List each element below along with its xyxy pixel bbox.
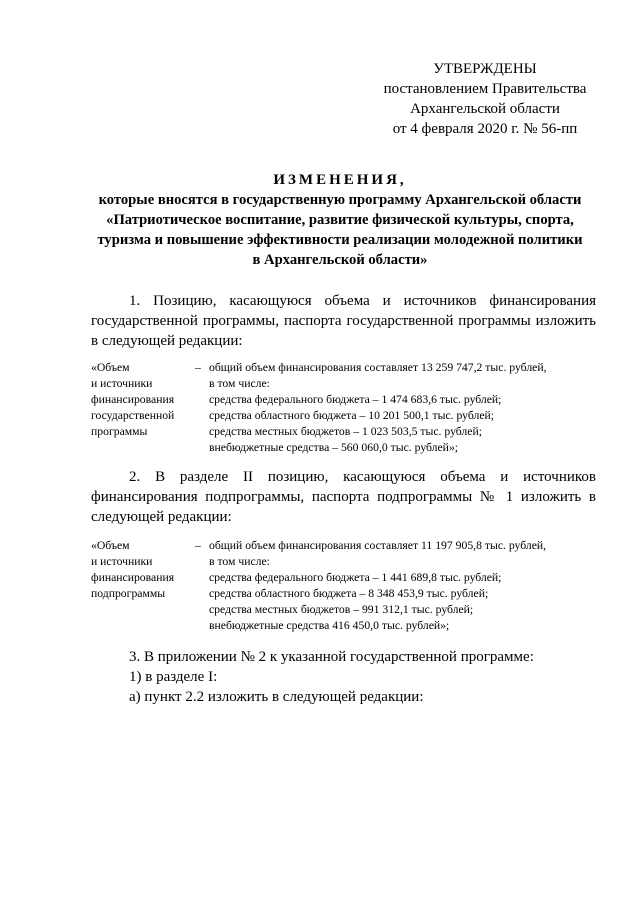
funding-values (209, 360, 609, 456)
value-line: общий объем финансирования составляет 13 259 747,2 тыс. рублей, (209, 361, 547, 374)
document-title (70, 170, 610, 270)
label-line: подпрограммы (91, 587, 166, 600)
paragraph-1-text: 1. Позицию, касающуюся объема и источников финансирования государственной программы, паспорта государственной программы изложить в следующей редакции: (91, 293, 596, 349)
dash: – (195, 539, 201, 552)
approved-date: от 4 февраля 2020 г. № 56-пп (392, 121, 578, 137)
label-line: программы (91, 425, 148, 438)
value-line: средства местных бюджетов – 1 023 503,5 тыс. рублей; (209, 425, 482, 438)
value-line: средства областного бюджета – 8 348 453,9 тыс. рублей; (209, 587, 489, 600)
title-line: которые вносятся в государственную программу Архангельской области (98, 192, 582, 208)
paragraph-3 (91, 647, 596, 707)
title-line: туризма и повышение эффективности реализации молодежной политики (97, 232, 583, 248)
approved-line: постановлением Правительства (383, 81, 587, 97)
approved-line: Архангельской области (410, 101, 560, 117)
value-line: общий объем финансирования составляет 11 197 905,8 тыс. рублей, (209, 539, 547, 552)
value-line: средства местных бюджетов – 991 312,1 тыс. рублей; (209, 603, 474, 616)
value-line: в том числе: (209, 377, 270, 390)
title-line: «Патриотическое воспитание, развитие физической культуры, спорта, (106, 212, 574, 228)
funding-values (209, 538, 609, 634)
value-line: средства областного бюджета – 10 201 500,1 тыс. рублей; (209, 409, 495, 422)
value-line: средства федерального бюджета – 1 474 683,6 тыс. рублей; (209, 393, 502, 406)
label-line: и источники (91, 555, 153, 568)
value-line: внебюджетные средства – 560 060,0 тыс. рублей»; (209, 441, 459, 454)
approved-heading: УТВЕРЖДЕНЫ (433, 61, 537, 77)
value-line: средства федерального бюджета – 1 441 689,8 тыс. рублей; (209, 571, 502, 584)
dash: – (195, 361, 201, 374)
label-line: финансирования (91, 393, 175, 406)
funding-label (91, 360, 196, 440)
paragraph-1 (91, 291, 596, 351)
label-line: финансирования (91, 571, 175, 584)
value-line: внебюджетные средства 416 450,0 тыс. рублей»; (209, 619, 450, 632)
label-line: «Объем (91, 361, 130, 374)
paragraph-3-line: 1) в разделе I: (129, 669, 218, 685)
label-line: и источники (91, 377, 153, 390)
title-line: в Архангельской области» (252, 252, 428, 268)
funding-label (91, 538, 196, 602)
paragraph-2-text: 2. В разделе II позицию, касающуюся объема и источников финансирования подпрограммы, паспорта подпрограммы № 1 изложить в следующей редакции: (91, 469, 596, 525)
paragraph-3-line: а) пункт 2.2 изложить в следующей редакции: (129, 689, 424, 705)
paragraph-2 (91, 467, 596, 527)
value-line: в том числе: (209, 555, 270, 568)
paragraph-3-line: 3. В приложении № 2 к указанной государственной программе: (129, 649, 534, 665)
title-heading: ИЗМЕНЕНИЯ, (273, 172, 407, 188)
approval-stamp (360, 59, 610, 139)
label-line: государственной (91, 409, 175, 422)
label-line: «Объем (91, 539, 130, 552)
